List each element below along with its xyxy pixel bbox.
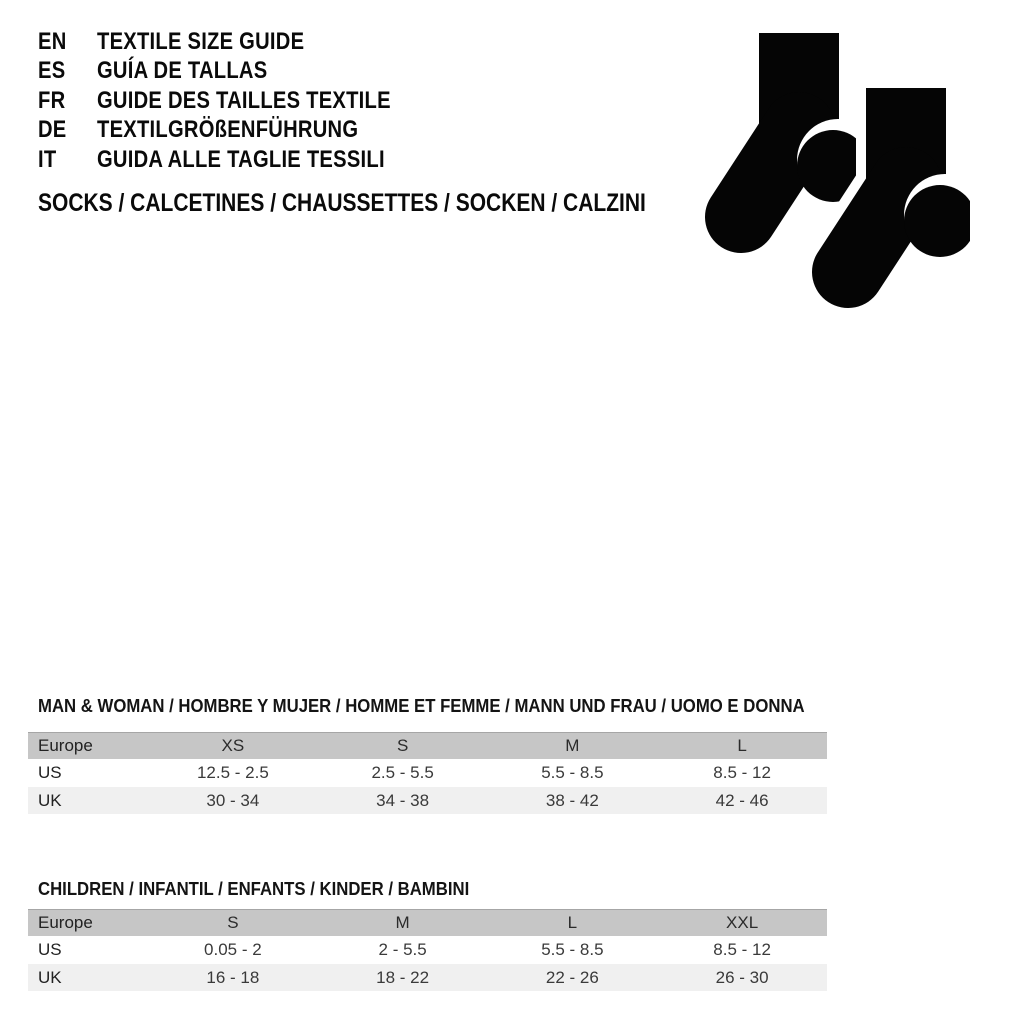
size-value-cell: 5.5 - 8.5 <box>541 940 604 959</box>
size-value-cell: 16 - 18 <box>206 967 260 987</box>
language-row-es <box>38 57 447 87</box>
header-size-cell: XS <box>221 736 245 755</box>
language-label: TEXTILE SIZE GUIDE <box>97 27 305 55</box>
category-line-text: SOCKS / CALCETINES / CHAUSSETTES / SOCKEN / CALZINI <box>38 189 646 217</box>
header-size-cell: M <box>395 913 410 932</box>
language-guide <box>38 27 447 175</box>
size-value-cell: 12.5 - 2.5 <box>196 763 269 782</box>
language-row-en <box>38 27 447 57</box>
row-label: UK <box>38 790 62 810</box>
language-code: DE <box>38 116 67 144</box>
language-label: GUIDE DES TAILLES TEXTILE <box>97 86 391 114</box>
header-region-cell: Europe <box>38 736 93 755</box>
table-header-row <box>28 732 827 759</box>
table-title-man-woman <box>38 696 862 716</box>
table-header-row <box>28 909 827 936</box>
size-value-cell: 22 - 26 <box>545 967 599 987</box>
header-size-cell: L <box>737 736 747 755</box>
language-code: EN <box>38 27 67 55</box>
header-size-cell: XXL <box>726 913 759 932</box>
size-value-cell: 5.5 - 8.5 <box>541 763 604 782</box>
language-label: TEXTILGRÖßENFÜHRUNG <box>97 116 359 144</box>
size-value-cell: 8.5 - 12 <box>713 763 771 782</box>
language-code: IT <box>38 145 57 173</box>
language-row-fr <box>38 86 447 116</box>
row-label: US <box>38 940 62 959</box>
size-table-children <box>28 909 827 991</box>
header-size-cell: M <box>565 736 580 755</box>
header-size-cell: S <box>227 913 239 932</box>
language-label: GUIDA ALLE TAGLIE TESSILI <box>97 145 385 173</box>
language-row-it <box>38 145 447 175</box>
table-row-uk <box>28 787 827 814</box>
category-line <box>38 190 762 216</box>
row-label: US <box>38 763 62 782</box>
size-value-cell: 38 - 42 <box>545 790 599 810</box>
header-size-cell: L <box>567 913 578 932</box>
size-value-cell: 2.5 - 5.5 <box>371 763 434 782</box>
row-label: UK <box>38 967 62 987</box>
size-value-cell: 2 - 5.5 <box>378 940 427 959</box>
socks-icon <box>690 20 970 310</box>
size-value-cell: 0.05 - 2 <box>204 940 262 959</box>
language-label: GUÍA DE TALLAS <box>97 57 268 85</box>
table-row-us <box>28 759 827 787</box>
table-title-children <box>38 879 502 899</box>
size-value-cell: 26 - 30 <box>715 967 769 987</box>
table-row-us <box>28 936 827 964</box>
table-row-uk <box>28 964 827 991</box>
size-table-man-woman <box>28 732 827 814</box>
size-value-cell: 18 - 22 <box>376 967 430 987</box>
language-code: FR <box>38 86 66 114</box>
header-size-cell: S <box>396 736 409 755</box>
size-value-cell: 8.5 - 12 <box>713 940 771 959</box>
size-value-cell: 34 - 38 <box>376 790 430 810</box>
size-value-cell: 42 - 46 <box>715 790 769 810</box>
language-row-de <box>38 116 447 146</box>
table-title-text: CHILDREN / INFANTIL / ENFANTS / KINDER / BAMBINI <box>38 879 470 899</box>
size-value-cell: 30 - 34 <box>206 790 260 810</box>
language-code: ES <box>38 57 66 85</box>
header-region-cell: Europe <box>38 913 93 932</box>
table-title-text: MAN & WOMAN / HOMBRE Y MUJER / HOMME ET FEMME / MANN UND FRAU / UOMO E DONNA <box>38 696 805 716</box>
